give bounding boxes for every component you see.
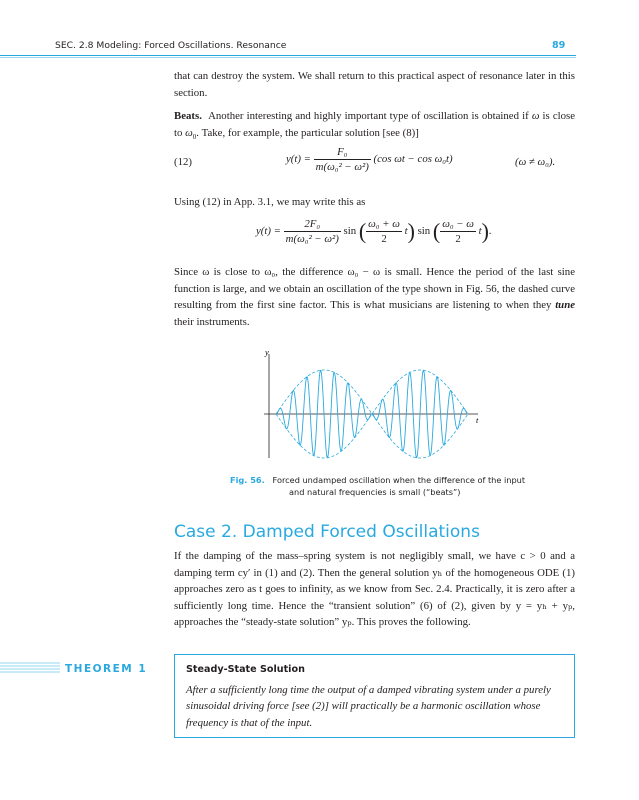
since-text-2: their instruments.	[174, 315, 250, 328]
beats-eq-t1: t	[404, 224, 408, 237]
y-axis-label: y	[265, 347, 269, 357]
theorem-title: Steady-State Solution	[186, 664, 305, 675]
beats-plot	[262, 346, 492, 464]
beats-eq-sin2: sin	[417, 224, 431, 237]
beats-eq-sin1: sin	[343, 224, 357, 237]
beats-text-b: is close to	[174, 110, 576, 139]
beats-eq-t2: t	[478, 224, 482, 237]
equation-number-12: (12)	[174, 156, 192, 168]
using-paragraph: Using (12) in App. 3.1, we may write this as	[174, 196, 366, 208]
t-axis-label: t	[476, 415, 479, 425]
beats-equation: y(t) = $\frac{\text{2F₀}}{\text{m(ω₀² − ω²)}}$ sin ( $\frac{\text{ω₀ + ω}}{2}$ t) sin ( $\frac{\text{ω₀ − ω}}{2}$ t).	[256, 218, 492, 245]
since-paragraph	[174, 264, 575, 330]
eq12-lhs: y(t) =	[286, 152, 311, 165]
beats-eq-arg2-num: ω₀ − ω	[442, 218, 474, 230]
eq12-denominator: m(ω₀² − ω²)	[315, 161, 369, 173]
beats-eq-arg1-den: 2	[381, 233, 387, 245]
theorem-text: After a sufficiently long time the output of a damped vibrating system under a purely sinusoidal driving force [see (2)] will practically be a harmonic oscillation whose frequency is that of the input.	[186, 684, 551, 729]
header-rule-thin	[0, 57, 576, 58]
caption-line-2: and natural frequencies is small (“beats”)	[289, 487, 461, 497]
theorem-label: THEOREM 1	[65, 663, 148, 675]
beats-eq-arg1	[366, 218, 402, 245]
beats-paragraph: Beats. Another interesting and highly important type of oscillation is obtained if ω is close to $\omega_0$. Take, for example, the particular solution [see (8)]	[174, 110, 576, 141]
running-head	[0, 40, 639, 54]
beats-heading: Beats.	[174, 110, 202, 122]
since-emphasis: tune	[555, 299, 575, 312]
figure-56	[262, 346, 492, 469]
intro-paragraph: that can destroy the system. We shall return to this practical aspect of resonance later in this section.	[174, 70, 575, 99]
eq12-condition: (ω ≠ ω₀).	[515, 156, 556, 168]
figure-caption	[230, 474, 550, 498]
case2-heading: Case 2. Damped Forced Oscillations	[174, 522, 480, 542]
page-number: 89	[552, 40, 566, 51]
eq12-numerator: F₀	[314, 146, 371, 160]
since-text-1: Since ω is close to ω₀, the difference ω₀ − ω is small. Hence the period of the last sine function is large, and we obtain an oscillation of the type shown in Fig. 56, the dashed curve resulting from the first sine factor. This is what musicians are listening to when they	[174, 266, 575, 312]
beats-eq-arg1-num: ω₀ + ω	[368, 218, 400, 230]
beats-text-a: Another interesting and highly important type of oscillation is obtained if	[208, 110, 529, 122]
caption-label: Fig. 56.	[230, 475, 265, 485]
eq12-rhs: (cos ωt − cos ω₀t)	[373, 152, 453, 165]
beats-eq-arg2	[440, 218, 476, 245]
beats-eq-numerator: 2F₀	[284, 218, 341, 232]
section-title: SEC. 2.8 Modeling: Forced Oscillations. Resonance	[55, 40, 287, 51]
beats-eq-denominator: m(ω₀² − ω²)	[285, 233, 339, 245]
beats-eq-fraction	[284, 218, 341, 245]
beats-eq-lhs: y(t) =	[256, 224, 281, 237]
caption-line-1: Forced undamped oscillation when the difference of the input	[272, 475, 526, 485]
equation-12	[286, 146, 453, 173]
case2-paragraph: If the damping of the mass–spring system is not negligibly small, we have c > 0 and a damping term cy′ in (1) and (2). Then the general solution yₕ of the homogeneous ODE (1) approaches zero as t goes to infinity, as we know from Sec. 2.4. Practically, it is zero after a sufficiently long time. Hence the “transient solution” (6) of (2), given by y = yₕ + yₚ, approaches the “steady-state solution” yₚ. This proves the following.	[174, 550, 575, 629]
header-rule	[0, 55, 576, 56]
beats-eq-arg2-den: 2	[455, 233, 461, 245]
beats-text-c: . Take, for example, the particular solution [see (8)]	[196, 126, 419, 139]
eq12-fraction	[314, 146, 371, 173]
